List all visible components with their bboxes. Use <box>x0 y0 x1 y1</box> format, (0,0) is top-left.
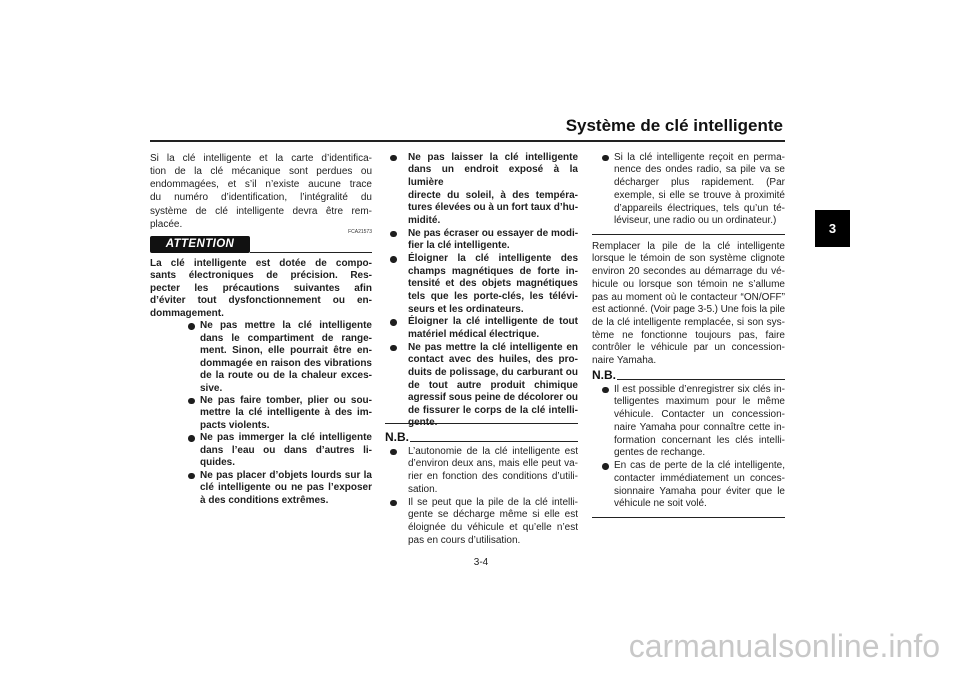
text-line: dans l’eau ou dans d’autres li- <box>200 444 372 456</box>
bullet-icon <box>390 256 397 263</box>
text-line: hicule ou lorsque son témoin ne s’allume <box>592 278 785 290</box>
list-item-text <box>408 342 578 431</box>
list-item-text <box>614 384 785 461</box>
text-line: gentes de rechange. <box>614 447 706 459</box>
bullet-icon <box>188 398 195 405</box>
list-item <box>385 152 578 228</box>
text-line: léviseur, une radio ou un ordinateur.) <box>614 215 777 227</box>
text-line: formation concernant les clés intelli- <box>614 434 785 446</box>
text-line: contrôler le véhicule par un concession- <box>592 342 785 354</box>
list-item-text <box>408 316 578 341</box>
text-line: décharger plus rapidement. (Par <box>614 177 785 189</box>
text-line: Ne pas mettre la clé intelligente <box>200 320 372 332</box>
text-line: pas au moment où le contacteur “ON/OFF” <box>592 291 785 303</box>
text-line: ment. Sinon, elle pourrait être en- <box>200 345 372 357</box>
list-item-text <box>614 152 785 228</box>
text-line: champs magnétiques de forte in- <box>408 265 578 277</box>
text-line: sionnaire Yamaha pour éviter que le <box>614 485 785 497</box>
bullet-icon <box>188 473 195 480</box>
list-item <box>385 446 578 497</box>
text-line: tion de la clé mécanique sont perdues ou <box>150 165 372 177</box>
text-line: gente se décharge même si elle est <box>408 509 578 521</box>
text-line: du numéro d’identification, l’intégralité du <box>150 192 372 204</box>
text-line: La clé intelligente est dotée de compo- <box>150 258 372 269</box>
list-item-text <box>614 460 785 511</box>
text-line: Ne pas mettre la clé intelligente en <box>408 341 578 353</box>
text-line: placée. <box>150 218 183 230</box>
text-line: Éloigner la clé intelligente des <box>408 252 578 264</box>
page-number: 3-4 <box>473 557 489 568</box>
list-item <box>385 497 578 548</box>
text-line: Ne pas placer d’objets lourds sur la <box>200 469 372 481</box>
list-item <box>385 342 578 431</box>
list-item-text <box>200 320 372 395</box>
list-item <box>186 470 372 507</box>
text-line: fier la clé intelligente. <box>408 240 510 252</box>
nb-list-continued <box>592 152 785 228</box>
text-line: Éloigner la clé intelligente de tout <box>408 316 578 328</box>
text-line: exemple, si elle se trouve à proximité <box>614 189 785 201</box>
text-line: d’éviter tout dysfonctionnement ou en- <box>150 295 372 307</box>
text-line: de tout autre produit chimique <box>408 379 578 391</box>
bullet-icon <box>602 155 609 162</box>
text-line: naire Yamaha. <box>592 355 657 367</box>
text-line: de la route ou de la chaleur exces- <box>200 370 372 382</box>
list-item-text <box>408 446 578 497</box>
nb-end-rule <box>592 517 785 518</box>
list-item-text <box>200 432 372 469</box>
attention-rule <box>250 252 372 253</box>
text-line: agressif sous peine de décolorer ou <box>408 392 578 404</box>
text-line: Il se peut que la pile de la clé intelli- <box>408 496 578 508</box>
list-item <box>592 460 785 511</box>
text-line: midité. <box>408 214 441 226</box>
text-line: tures élevées ou à un fort taux d’hu- <box>408 202 578 214</box>
list-item-text <box>408 228 578 253</box>
page-title: Système de clé intelligente <box>565 116 783 135</box>
list-item <box>186 395 372 432</box>
bullet-icon <box>188 435 195 442</box>
nb-rule <box>617 379 785 380</box>
header-rule <box>150 140 785 142</box>
list-item-text <box>200 470 372 507</box>
text-line: tensité et des objets magnétiques <box>408 278 578 290</box>
text-line: à des conditions extrêmes. <box>200 494 329 506</box>
text-line: telligentes maximum pour le même <box>614 396 785 408</box>
attention-end-rule <box>385 423 578 424</box>
list-item-text <box>200 395 372 432</box>
bullet-icon <box>390 449 397 456</box>
text-line: matériel médical électrique. <box>408 328 540 340</box>
text-line: endommagées, et s’il n’existe aucune trace <box>150 179 372 191</box>
attention-list-col2 <box>385 152 578 430</box>
list-item-text <box>408 152 578 228</box>
text-line: dommagement. <box>150 307 224 319</box>
text-line: contact avec des huiles, des pro- <box>408 354 578 366</box>
list-item <box>592 152 785 228</box>
text-line: Si la clé intelligente et la carte d’identifica- <box>150 152 372 164</box>
list-item <box>186 320 372 395</box>
text-line: sants électroniques de précision. Res- <box>150 270 372 282</box>
nb-end-rule <box>592 234 785 235</box>
list-item-text <box>408 253 578 316</box>
list-item <box>592 384 785 461</box>
text-line: de la clé intelligente remplacée, si son sys- <box>592 316 785 328</box>
attention-label: ATTENTION <box>150 236 250 253</box>
warning-code: FCA21573 <box>348 229 372 235</box>
battery-paragraph <box>592 241 785 368</box>
text-line: pas en cours d’utilisation. <box>408 534 521 546</box>
chapter-tab: 3 <box>815 210 850 247</box>
text-line: quides. <box>200 457 236 469</box>
bullet-icon <box>602 463 609 470</box>
bullet-icon <box>188 323 195 330</box>
text-line: Si la clé intelligente reçoit en perma- <box>614 151 785 163</box>
text-line: duits de polissage, du carburant ou <box>408 366 578 378</box>
text-line: Il est possible d’enregistrer six clés in- <box>614 383 785 395</box>
list-item <box>385 316 578 341</box>
intro-paragraph <box>150 152 372 231</box>
text-line: Ne pas faire tomber, plier ou sou- <box>200 394 372 406</box>
text-line: seurs et les ordinateurs. <box>408 303 524 315</box>
nb-list-col3 <box>592 384 785 512</box>
text-line: environ 20 secondes au démarrage du vé- <box>592 266 785 278</box>
text-line: lorsque le témoin de son système clignote <box>592 253 785 265</box>
text-line: mettre la clé intelligente à des im- <box>200 407 372 419</box>
text-line: véhicule. Contacter un concession- <box>614 409 785 421</box>
text-line: Ne pas laisser la clé intelligente <box>408 151 578 163</box>
attention-section-col1 <box>150 258 372 507</box>
text-line: tème ne fonctionne toujours pas, faire <box>592 329 785 341</box>
text-line: pacts violents. <box>200 419 270 431</box>
nb-label: N.B. <box>385 430 409 444</box>
text-line: pecter les précautions suivantes afin <box>150 282 372 294</box>
bullet-icon <box>390 231 397 238</box>
text-line: En cas de perte de la clé intelligente, <box>614 460 785 472</box>
text-line: Ne pas immerger la clé intelligente <box>200 432 372 444</box>
text-line: sive. <box>200 382 223 394</box>
text-line: Remplacer la pile de la clé intelligente <box>592 240 785 252</box>
list-item <box>385 228 578 253</box>
text-line: L’autonomie de la clé intelligente est <box>408 445 578 457</box>
text-line: contacter immédiatement un conces- <box>614 472 785 484</box>
text-line: est actionné. (Voir page 3-5.) Une fois la pile <box>592 304 785 316</box>
text-line: de fissurer le corps de la clé intelli- <box>408 404 578 416</box>
text-line: directe du soleil, à des tempéra- <box>408 189 578 201</box>
text-line: rier en fonction des conditions d’utili- <box>408 471 578 483</box>
text-line: dans le compartiment de range- <box>200 332 372 344</box>
bullet-icon <box>390 155 397 162</box>
text-line: naire Yamaha pour connaître cette in- <box>614 421 785 433</box>
bullet-icon <box>390 345 397 352</box>
bullet-icon <box>390 319 397 326</box>
attention-intro <box>150 258 372 320</box>
text-line <box>408 417 578 430</box>
attention-list <box>186 320 372 507</box>
nb-rule <box>410 441 578 442</box>
list-item <box>385 253 578 316</box>
nb-list-col2 <box>385 446 578 548</box>
text-line: dans un endroit exposé à la lumière <box>408 164 578 188</box>
text-line: Ne pas écraser ou essayer de modi- <box>408 227 578 239</box>
list-item <box>186 432 372 469</box>
text-line: clé intelligente ou ne pas l’exposer <box>200 482 372 494</box>
text-line: éloignée du véhicule et qu’elle n’est <box>408 521 578 533</box>
bullet-icon <box>602 387 609 394</box>
bullet-icon <box>390 500 397 507</box>
text-line: tels que les porte-clés, les télévi- <box>408 290 578 302</box>
text-line: d’appareils électriques, tels qu’un té- <box>614 202 785 214</box>
text-line: sation. <box>408 483 438 495</box>
text-line: dommagée en raison des vibrations <box>200 357 372 369</box>
nb-label: N.B. <box>592 368 616 382</box>
text-line: système de clé intelligente devra être rem- <box>150 205 372 217</box>
text-line: nence des ondes radio, sa pile va se <box>614 164 785 176</box>
watermark: carmanualsonline.info <box>628 628 940 664</box>
text-line: véhicule ne soit volé. <box>614 498 707 510</box>
text-line: d’environ deux ans, mais elle peut va- <box>408 458 578 470</box>
list-item-text <box>408 497 578 548</box>
